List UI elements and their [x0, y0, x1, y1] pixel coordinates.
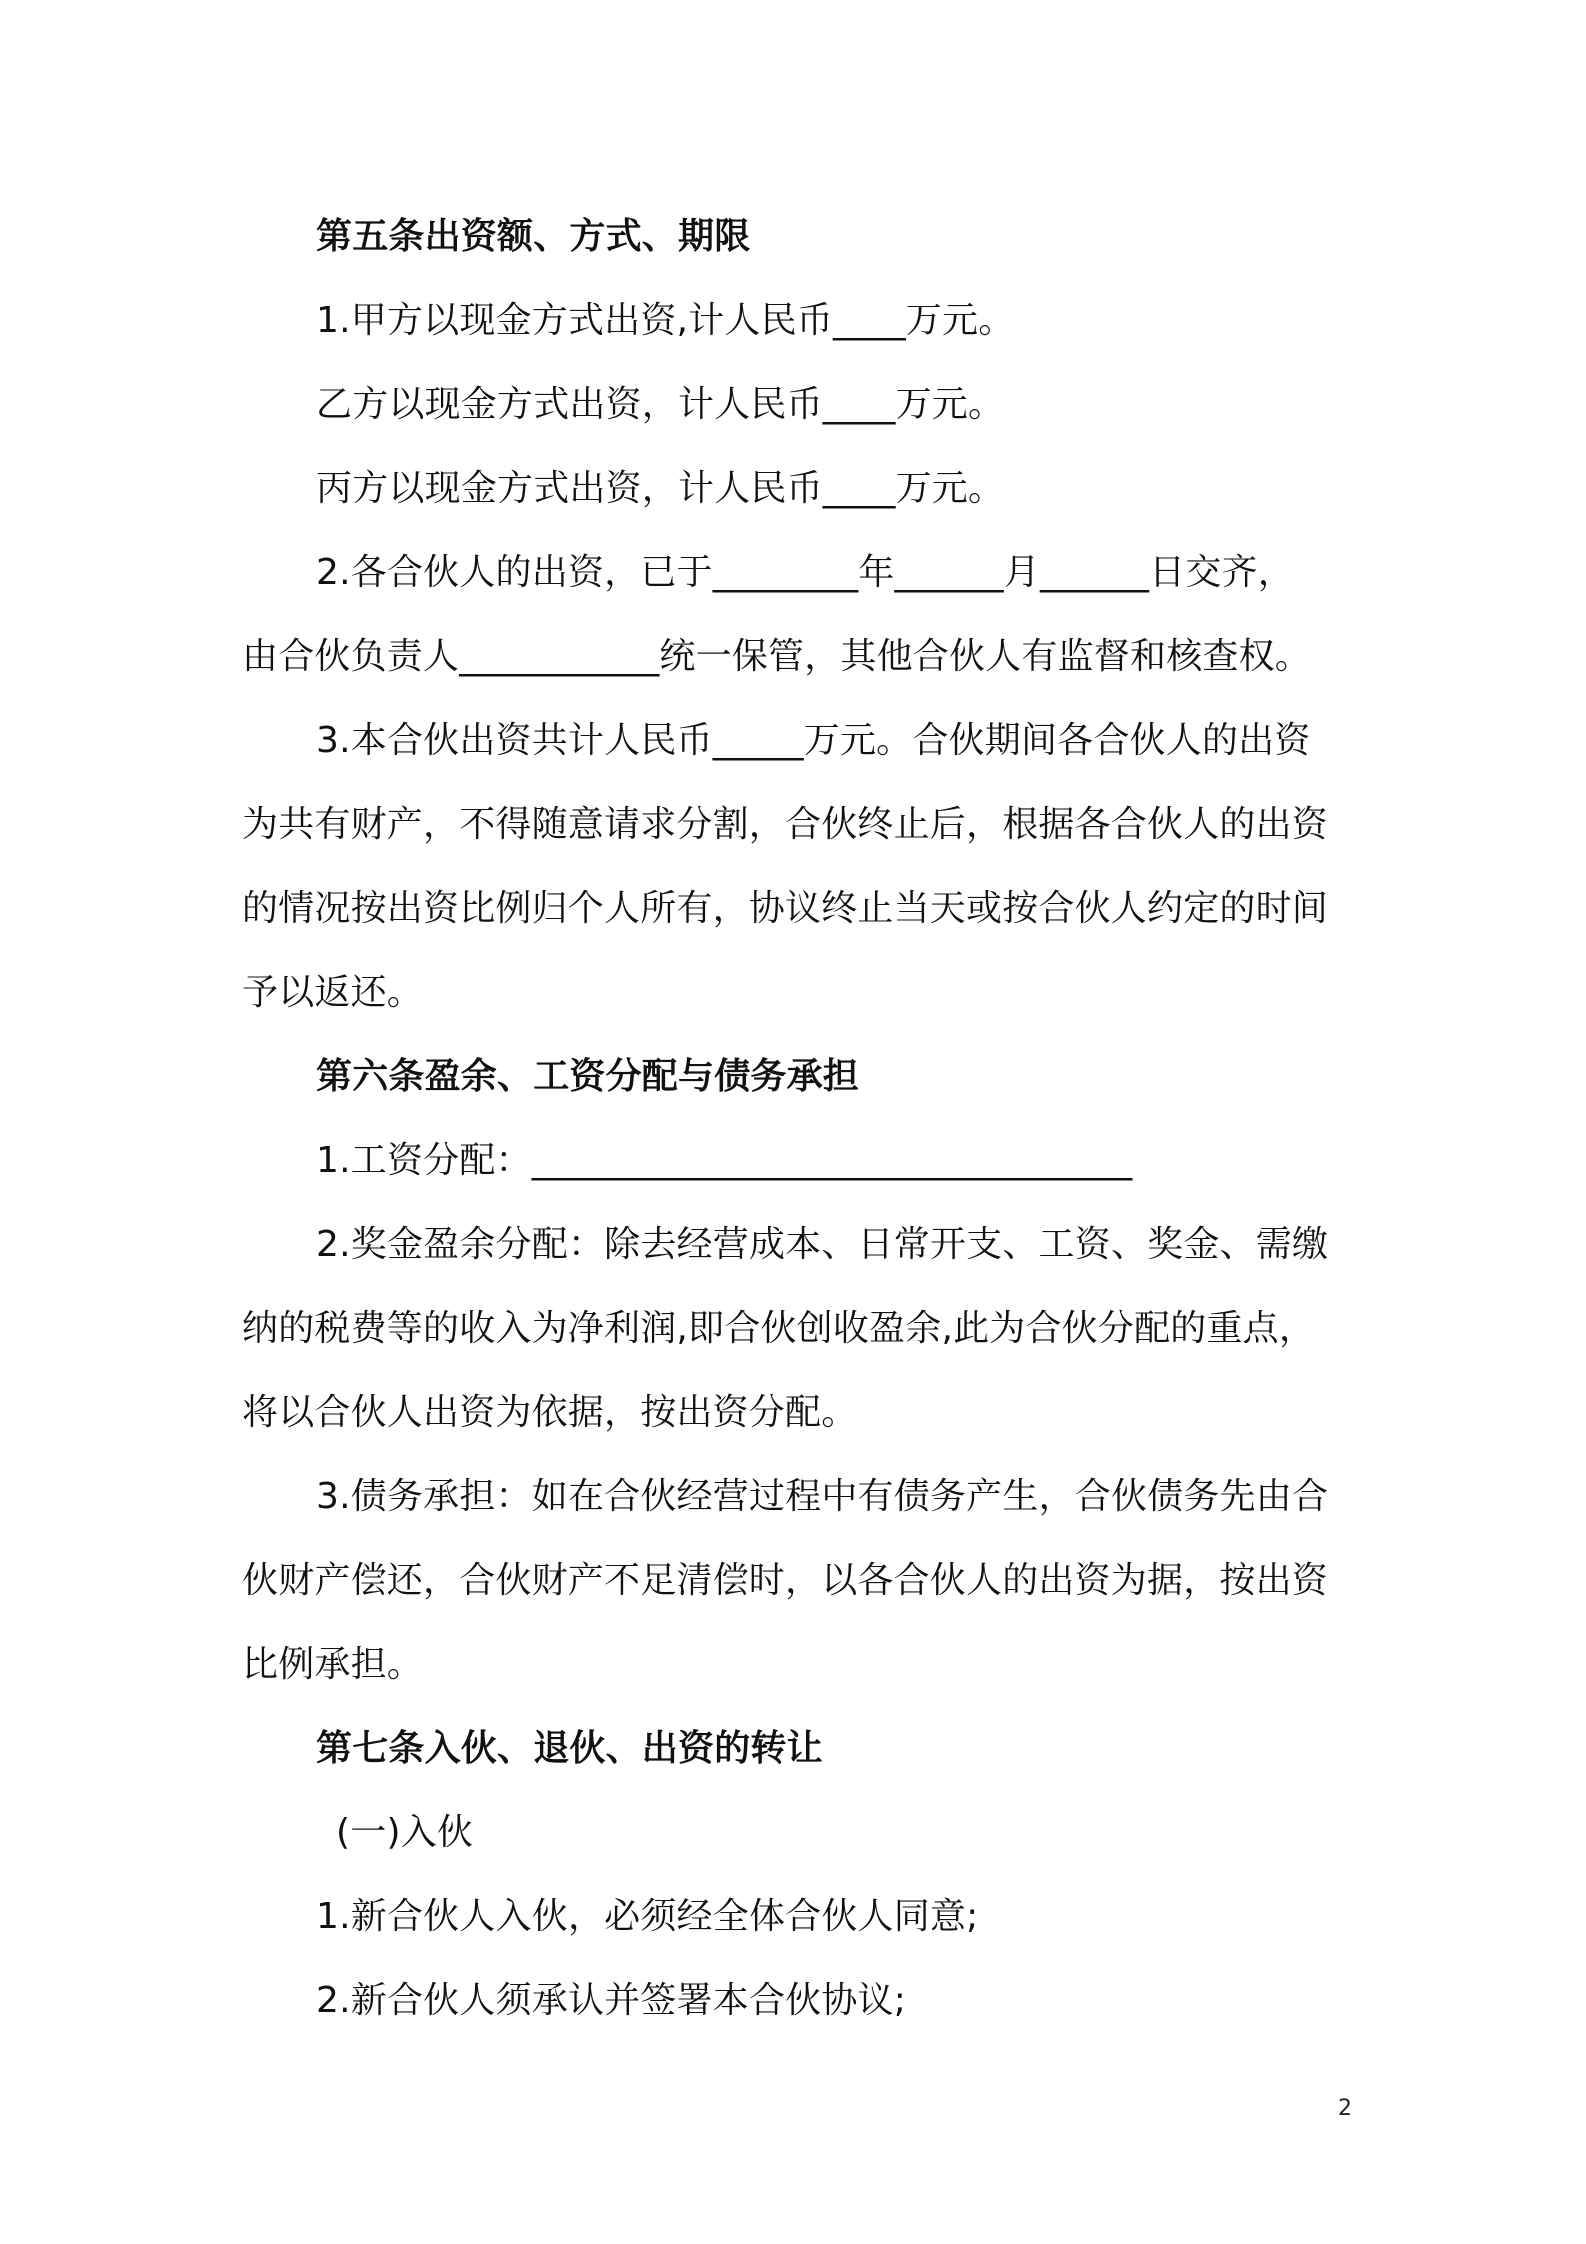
page-number: 2	[1338, 2096, 1352, 2121]
article-5-item-3-line-4: 予以返还。	[242, 972, 424, 1013]
article-5-item-2-line-2: 由合伙负责人___________统一保管，其他合伙人有监督和核查权。	[242, 636, 1312, 677]
article-7-subsection-1-heading: (一)入伙	[336, 1812, 474, 1853]
article-5-item-2-line-1: 2.各合伙人的出资，已于________年______月______日交齐，	[316, 552, 1294, 593]
article-7-subsection-1-item-1: 1.新合伙人入伙，必须经全体合伙人同意;	[316, 1896, 979, 1937]
article-6-item-3-line-2: 伙财产偿还，合伙财产不足清偿时，以各合伙人的出资为据，按出资	[242, 1560, 1329, 1601]
article-6-item-2-line-3: 将以合伙人出资为依据，按出资分配。	[242, 1392, 858, 1433]
article-5-item-3-line-2: 为共有财产，不得随意请求分割，合伙终止后，根据各合伙人的出资	[242, 804, 1329, 845]
article-5-heading: 第五条出资额、方式、期限	[316, 216, 751, 257]
article-6-item-3-line-3: 比例承担。	[242, 1644, 424, 1685]
article-5-item-1-party-a: 1.甲方以现金方式出资,计人民币____万元。	[316, 300, 1015, 341]
article-6-item-2-line-1: 2.奖金盈余分配：除去经营成本、日常开支、工资、奖金、需缴	[316, 1224, 1329, 1265]
article-5-item-1-party-b: 乙方以现金方式出资，计人民币____万元。	[316, 384, 1005, 425]
article-6-heading: 第六条盈余、工资分配与债务承担	[316, 1056, 860, 1097]
article-7-heading: 第七条入伙、退伙、出资的转让	[316, 1728, 823, 1769]
article-5-item-3-line-1: 3.本合伙出资共计人民币_____万元。合伙期间各合伙人的出资	[316, 720, 1311, 761]
article-5-item-1-party-c: 丙方以现金方式出资，计人民币____万元。	[316, 468, 1005, 509]
article-7-subsection-1-item-2: 2.新合伙人须承认并签署本合伙协议;	[316, 1980, 907, 2021]
article-6-item-2-line-2: 纳的税费等的收入为净利润,即合伙创收盈余,此为合伙分配的重点，	[242, 1308, 1316, 1349]
article-6-item-3-line-1: 3.债务承担：如在合伙经营过程中有债务产生，合伙债务先由合	[316, 1476, 1329, 1517]
article-6-item-1: 1.工资分配：_________________________________	[316, 1140, 1133, 1181]
document-body	[242, 195, 1357, 2043]
article-5-item-3-line-3: 的情况按出资比例归个人所有，协议终止当天或按合伙人约定的时间	[242, 888, 1329, 929]
